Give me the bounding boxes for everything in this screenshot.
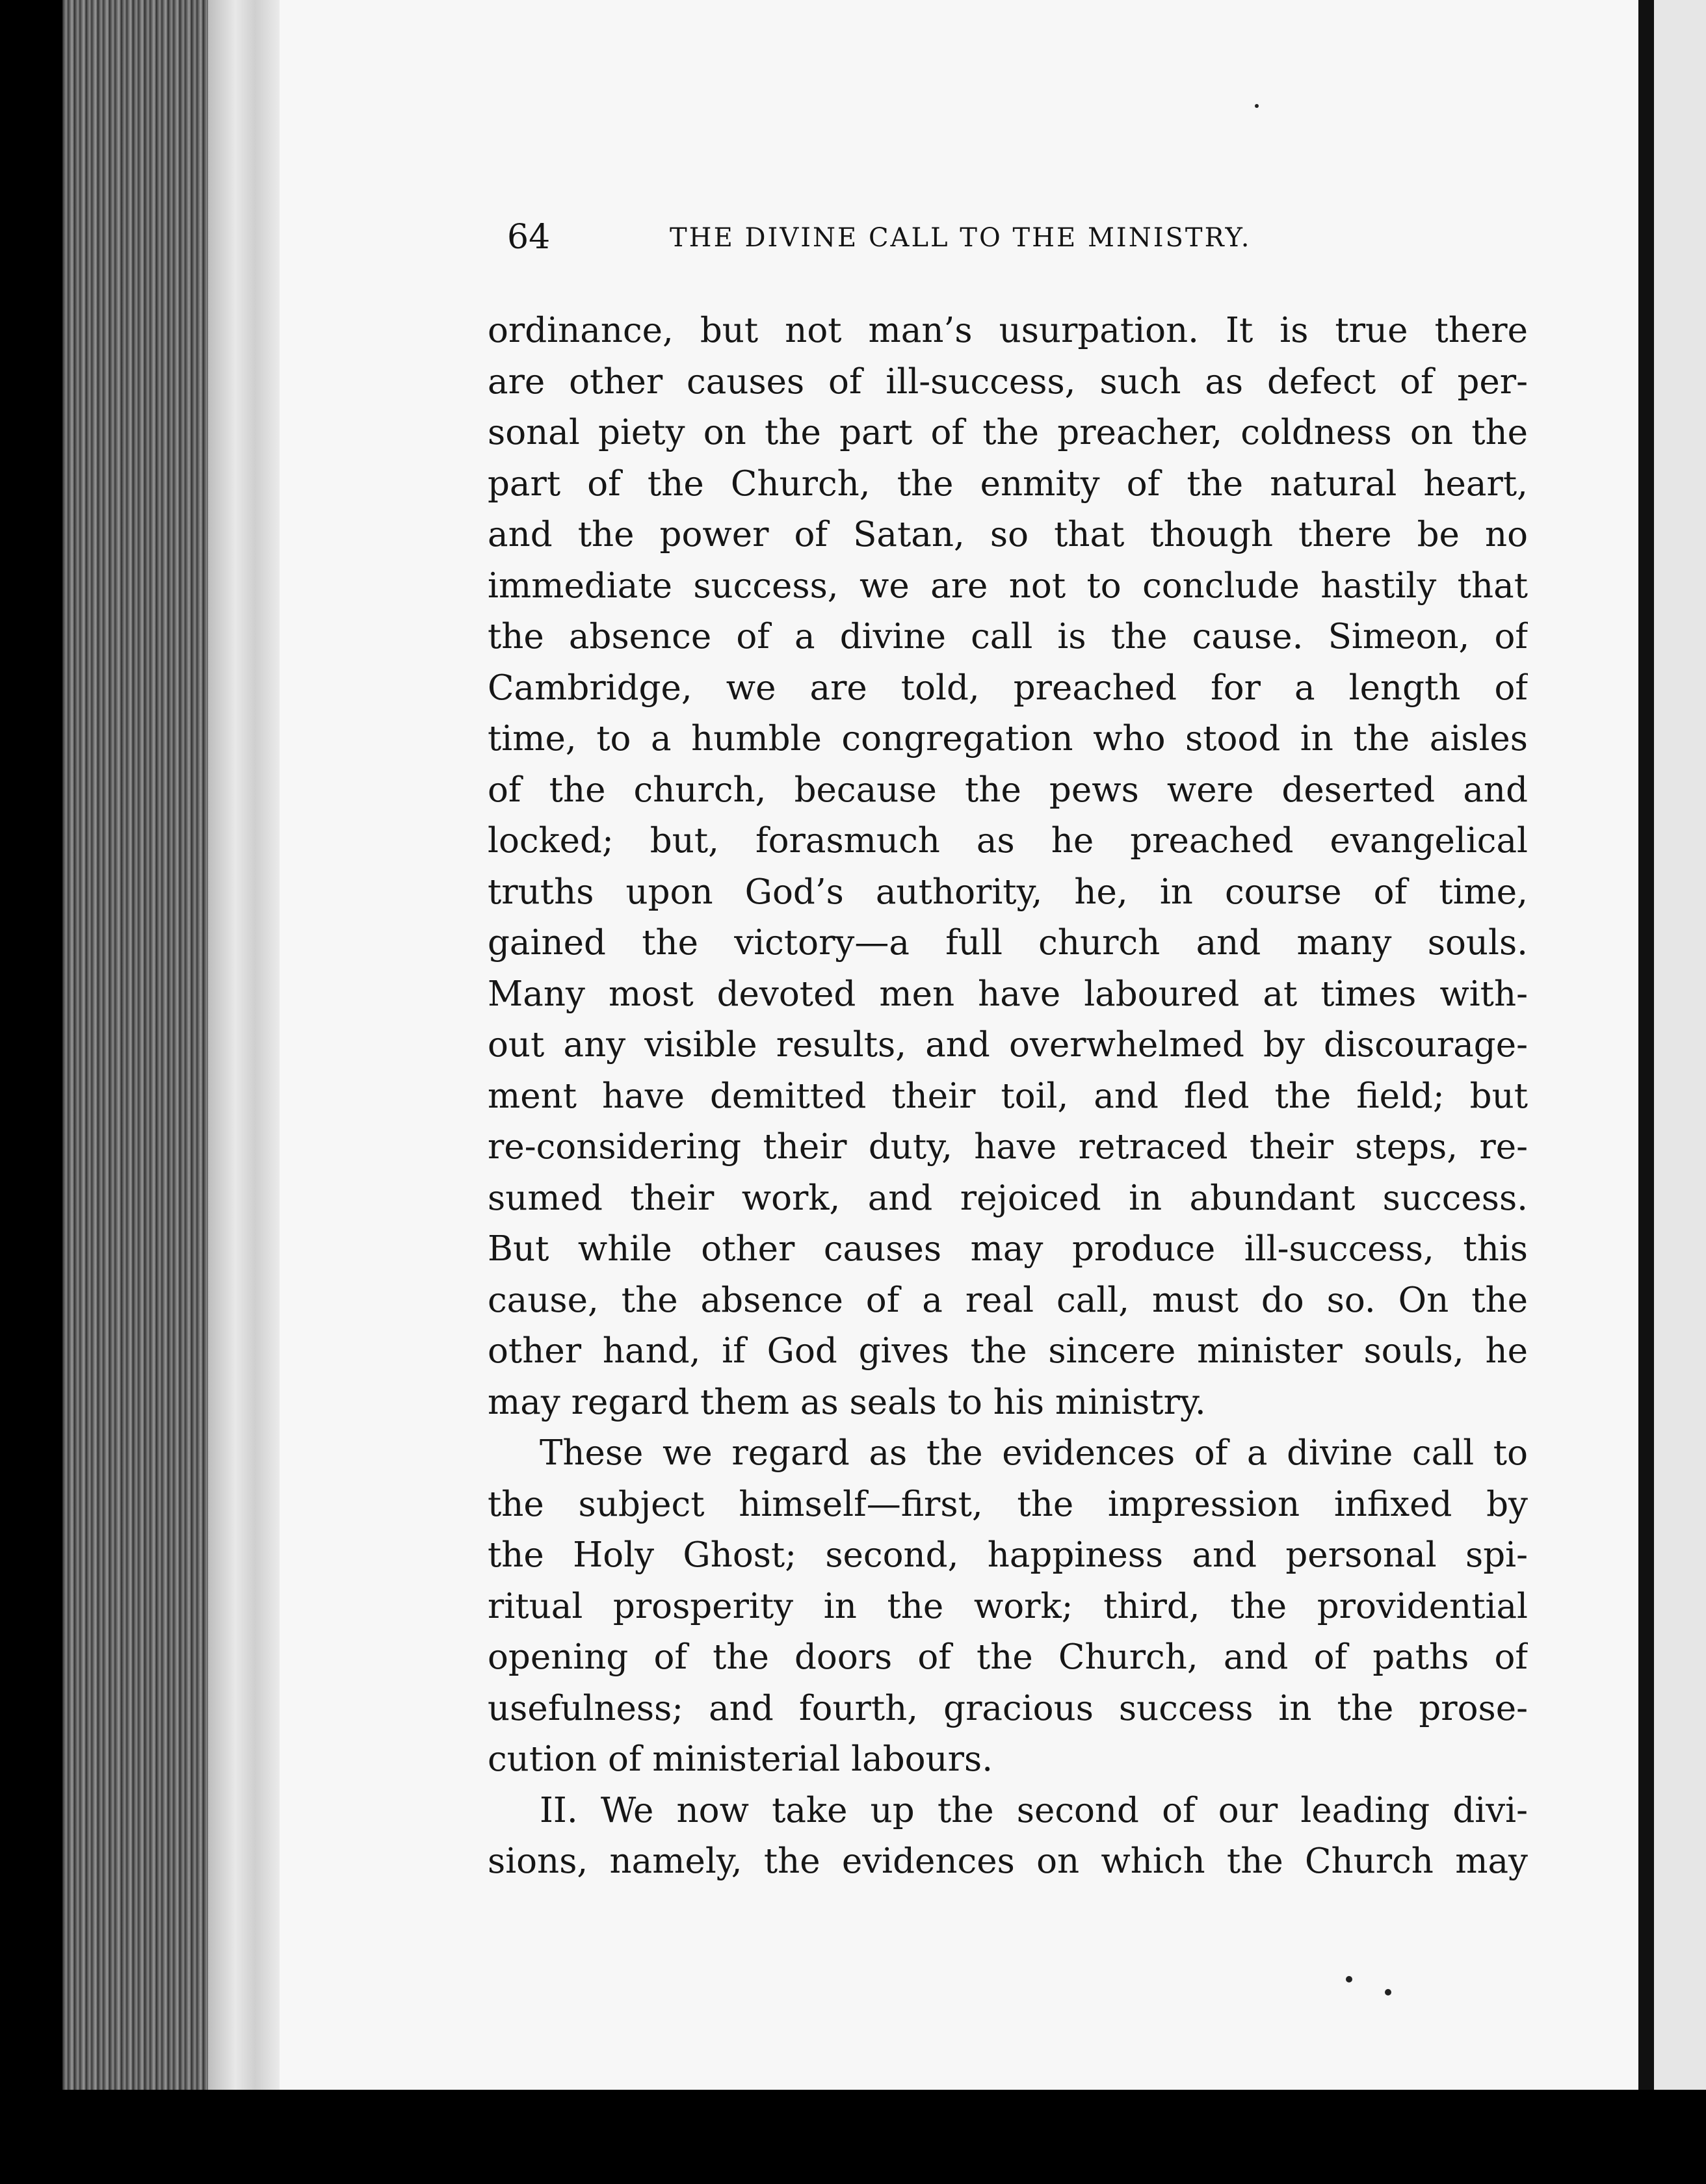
scan-border	[0, 2090, 1706, 2184]
paragraph-end-line: cution of ministerial labours.	[488, 1739, 993, 1779]
text-line: ritual prosperity in the work; third, the providential	[488, 1586, 1528, 1626]
text-line: the Holy Ghost; second, happiness and personal spi-	[488, 1535, 1528, 1575]
text-line: sumed their work, and rejoiced in abundant success.	[488, 1178, 1528, 1218]
facing-page-sliver	[1654, 0, 1706, 2090]
running-head: THE DIVINE CALL TO THE MINISTRY.	[670, 223, 1252, 253]
text-line: locked; but, forasmuch as he preached evangelical	[488, 821, 1528, 861]
text-line: gained the victory—a full church and many souls.	[488, 923, 1528, 963]
text-line: time, to a humble congregation who stood in the aisles	[488, 719, 1528, 759]
text-line: sonal piety on the part of the preacher, coldness on the	[488, 413, 1528, 452]
text-line: the subject himself—first, the impression infixed by	[488, 1484, 1528, 1524]
text-line: usefulness; and fourth, gracious success in the prose-	[488, 1688, 1528, 1728]
text-line: out any visible results, and overwhelmed by discourage-	[488, 1025, 1528, 1065]
text-line: are other causes of ill-success, such as defect of per-	[488, 361, 1528, 402]
scan-speck	[1255, 104, 1259, 108]
page-header	[507, 214, 1365, 260]
section-heading-line: II. We now take up the second of our leading divi-	[540, 1790, 1528, 1830]
page-edges-highlight	[208, 0, 286, 2090]
scan-speck	[1385, 1989, 1391, 1996]
scan-speck	[1346, 1976, 1352, 1982]
text-line: immediate success, we are not to conclude hastily that	[488, 566, 1528, 606]
text-line: re-considering their duty, have retraced their steps, re-	[488, 1127, 1528, 1167]
text-line: opening of the doors of the Church, and of paths of	[488, 1637, 1528, 1677]
text-line: of the church, because the pews were deserted and	[488, 770, 1528, 810]
text-line: cause, the absence of a real call, must do so. On the	[488, 1280, 1528, 1320]
body-text	[488, 306, 1528, 1888]
paragraph-start-line: These we regard as the evidences of a divine call to	[540, 1433, 1528, 1473]
gutter-shadow	[1638, 0, 1654, 2090]
text-line: other hand, if God gives the sincere minister souls, he	[488, 1331, 1528, 1371]
text-line: Cambridge, we are told, preached for a length of	[488, 668, 1528, 708]
text-line: sions, namely, the evidences on which the Church may	[488, 1841, 1528, 1881]
paragraph-end-line: may regard them as seals to his ministry.	[488, 1382, 1206, 1422]
text-line: Many most devoted men have laboured at times with-	[488, 974, 1528, 1014]
text-line: truths upon God’s authority, he, in course of time,	[488, 872, 1528, 912]
text-line: part of the Church, the enmity of the natural heart,	[488, 463, 1528, 504]
text-line: the absence of a divine call is the cause. Simeon, of	[488, 617, 1528, 656]
text-line: ment have demitted their toil, and fled the field; but	[488, 1076, 1528, 1116]
text-line: But while other causes may produce ill-success, this	[488, 1229, 1528, 1269]
page-number: 64	[507, 218, 551, 257]
text-line: and the power of Satan, so that though there be no	[488, 515, 1528, 554]
text-line: ordinance, but not man’s usurpation. It is true there	[488, 311, 1528, 350]
